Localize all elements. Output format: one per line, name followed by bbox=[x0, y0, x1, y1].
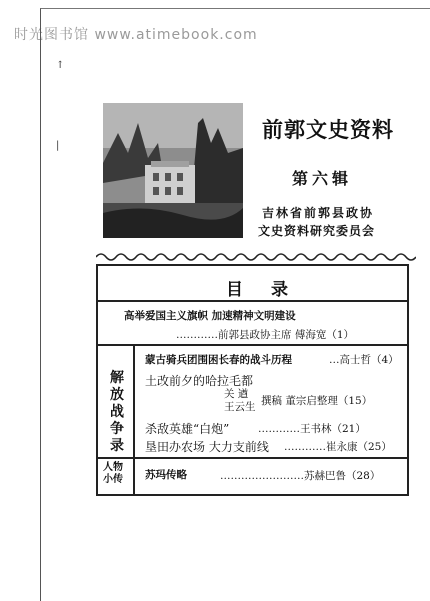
wavy-divider bbox=[96, 251, 416, 261]
cover-photo bbox=[103, 103, 243, 238]
section-label-biography: 人物小传 bbox=[103, 462, 123, 485]
crop-mark: ↑ bbox=[56, 60, 65, 71]
toc-entry-author: 王云生 bbox=[224, 401, 256, 413]
issue-number: 第六辑 bbox=[292, 169, 353, 188]
toc-entry-title: 苏玛传略 bbox=[145, 469, 187, 481]
toc-entry-title: 杀敌英雄“白炮” bbox=[145, 422, 230, 436]
watermark: 时光图书馆 www.atimebook.com bbox=[14, 27, 258, 43]
toc-heading: 目录 bbox=[226, 280, 316, 300]
toc-divider bbox=[96, 457, 409, 459]
preface-title: 高举爱国主义旗帜 加速精神文明建设 bbox=[124, 310, 296, 322]
preface-credit: …………前郭县政协主席 傅海宽（1） bbox=[176, 329, 355, 341]
publisher-line-1: 吉林省前郭县政协 bbox=[262, 206, 375, 220]
section-label-liberation: 解放战争录 bbox=[110, 370, 124, 454]
toc-entry-credit: 撰稿 董宗启整理（15） bbox=[261, 395, 373, 407]
toc-entry-credit: …………王书林（21） bbox=[258, 423, 366, 435]
toc-entry-title: 土改前夕的哈拉毛都 bbox=[145, 374, 254, 388]
toc-divider bbox=[96, 300, 409, 302]
toc-divider bbox=[96, 344, 409, 346]
toc-entry-title: 蒙古骑兵团围困长春的战斗历程 bbox=[145, 354, 292, 366]
toc-entry-credit: …………崔永康（25） bbox=[284, 441, 392, 453]
publisher-line-2: 文史资料研究委员会 bbox=[258, 224, 376, 238]
section-column-divider bbox=[133, 345, 135, 495]
toc-entry-author: 关 遒 bbox=[224, 388, 249, 400]
toc-entry-credit: …高士哲（4） bbox=[329, 354, 399, 366]
toc-entry-credit: ……………………苏赫巴鲁（28） bbox=[220, 470, 381, 482]
toc-entry-title: 垦田办农场 大力支前线 bbox=[145, 440, 269, 454]
crop-mark: | bbox=[56, 140, 60, 151]
book-title: 前郭文史资料 bbox=[262, 117, 394, 142]
